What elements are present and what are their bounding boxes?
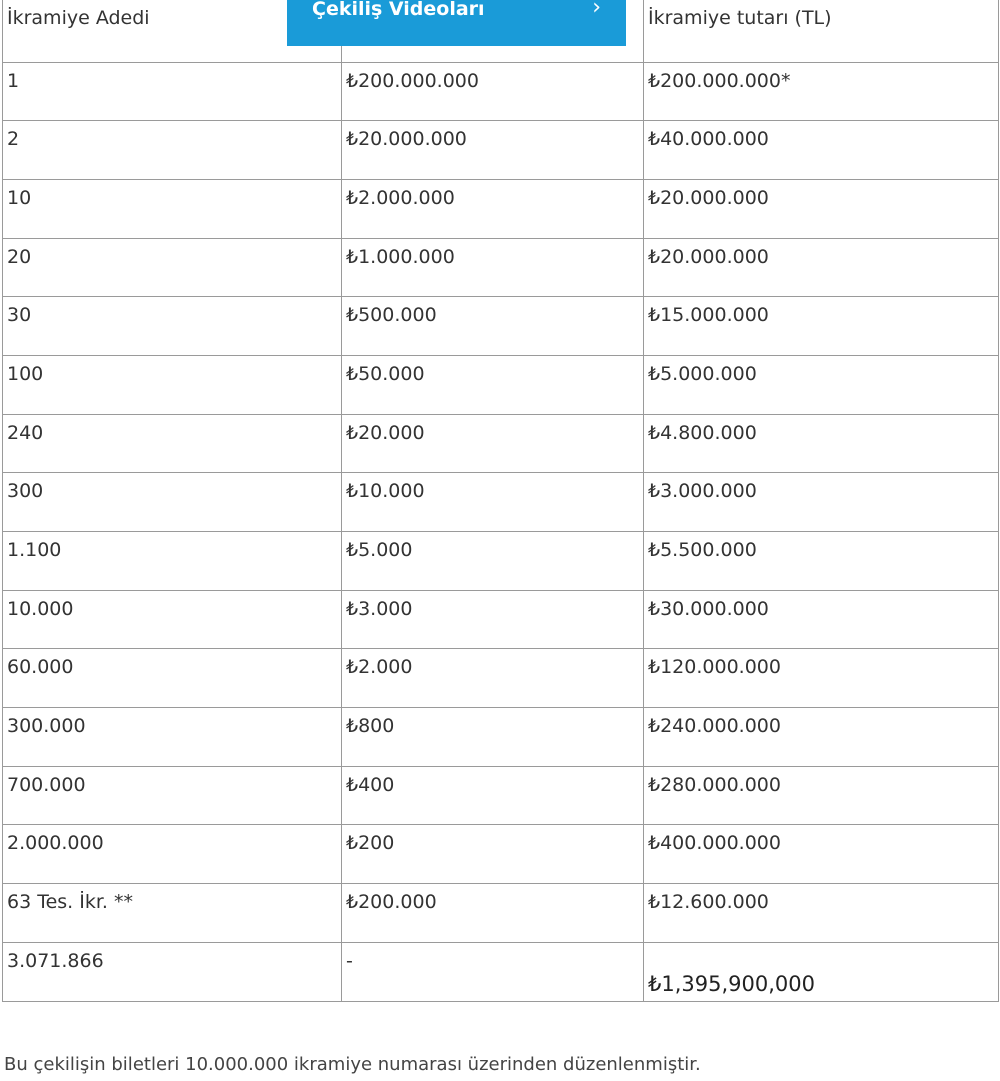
chevron-right-icon: › xyxy=(592,0,601,20)
prize-count-cell: 60.000 xyxy=(3,649,342,708)
prize-total-cell: ₺200.000.000* xyxy=(644,62,999,121)
prize-value-cell: ₺2.000.000 xyxy=(342,179,644,238)
prize-count-cell: 30 xyxy=(3,297,342,356)
total-sum-cell xyxy=(644,942,999,1001)
prize-total-cell: ₺20.000.000 xyxy=(644,238,999,297)
table-row xyxy=(3,179,999,238)
prize-total-cell: ₺400.000.000 xyxy=(644,825,999,884)
prize-value-cell: ₺2.000 xyxy=(342,649,644,708)
prize-count-cell: 10.000 xyxy=(3,590,342,649)
prize-value-cell: ₺20.000 xyxy=(342,414,644,473)
table-row xyxy=(3,414,999,473)
table-row xyxy=(3,884,999,943)
total-row xyxy=(3,942,999,1001)
prize-count-cell: 2 xyxy=(3,121,342,180)
prize-total-cell: ₺120.000.000 xyxy=(644,649,999,708)
prize-total-cell: ₺3.000.000 xyxy=(644,473,999,532)
prize-total-cell: ₺15.000.000 xyxy=(644,297,999,356)
total-sum-value: ₺1,395,900,000 xyxy=(648,971,815,996)
table-row xyxy=(3,825,999,884)
table-row xyxy=(3,297,999,356)
prize-count-cell: 100 xyxy=(3,355,342,414)
prize-value-cell: ₺200 xyxy=(342,825,644,884)
table-row xyxy=(3,590,999,649)
prize-value-cell: ₺5.000 xyxy=(342,532,644,591)
prize-count-cell: 1 xyxy=(3,62,342,121)
prize-table xyxy=(2,0,999,1002)
prize-value-cell: ₺1.000.000 xyxy=(342,238,644,297)
prize-total-cell: ₺4.800.000 xyxy=(644,414,999,473)
prize-count-cell: 1.100 xyxy=(3,532,342,591)
prize-count-cell: 300 xyxy=(3,473,342,532)
table-row xyxy=(3,708,999,767)
table-row xyxy=(3,532,999,591)
prize-total-cell: ₺240.000.000 xyxy=(644,708,999,767)
prize-count-cell: 700.000 xyxy=(3,766,342,825)
prize-total-cell: ₺280.000.000 xyxy=(644,766,999,825)
prize-count-cell: 63 Tes. İkr. ** xyxy=(3,884,342,943)
table-row xyxy=(3,238,999,297)
prize-total-cell: ₺40.000.000 xyxy=(644,121,999,180)
prize-total-cell: ₺30.000.000 xyxy=(644,590,999,649)
table-row xyxy=(3,766,999,825)
prize-count-cell: 240 xyxy=(3,414,342,473)
prize-value-cell: ₺400 xyxy=(342,766,644,825)
prize-value-cell: ₺500.000 xyxy=(342,297,644,356)
prize-value-cell: ₺3.000 xyxy=(342,590,644,649)
prize-value-cell: ₺20.000.000 xyxy=(342,121,644,180)
header-prize-total: İkramiye tutarı (TL) xyxy=(644,0,999,62)
draw-videos-label: Çekiliş Videoları xyxy=(312,0,485,20)
prize-value-cell: ₺800 xyxy=(342,708,644,767)
table-row xyxy=(3,355,999,414)
header-prize-count: İkramiye Adedi xyxy=(3,0,342,62)
prize-total-cell: ₺20.000.000 xyxy=(644,179,999,238)
table-row xyxy=(3,121,999,180)
prize-value-cell: ₺50.000 xyxy=(342,355,644,414)
prize-total-cell: ₺5.000.000 xyxy=(644,355,999,414)
prize-count-cell: 10 xyxy=(3,179,342,238)
footnote: Bu çekilişin biletleri 10.000.000 ikramiye numarası üzerinden düzenlenmiştir. xyxy=(4,1054,701,1075)
prize-total-cell: ₺5.500.000 xyxy=(644,532,999,591)
prize-value-cell: ₺200.000.000 xyxy=(342,62,644,121)
prize-total-cell: ₺12.600.000 xyxy=(644,884,999,943)
draw-videos-button[interactable] xyxy=(287,0,626,46)
prize-count-cell: 2.000.000 xyxy=(3,825,342,884)
table-row xyxy=(3,473,999,532)
prize-value-cell: ₺200.000 xyxy=(342,884,644,943)
total-value-cell: - xyxy=(342,942,644,1001)
prize-value-cell: ₺10.000 xyxy=(342,473,644,532)
table-row xyxy=(3,62,999,121)
prize-count-cell: 300.000 xyxy=(3,708,342,767)
prize-count-cell: 20 xyxy=(3,238,342,297)
total-count-cell: 3.071.866 xyxy=(3,942,342,1001)
table-row xyxy=(3,649,999,708)
